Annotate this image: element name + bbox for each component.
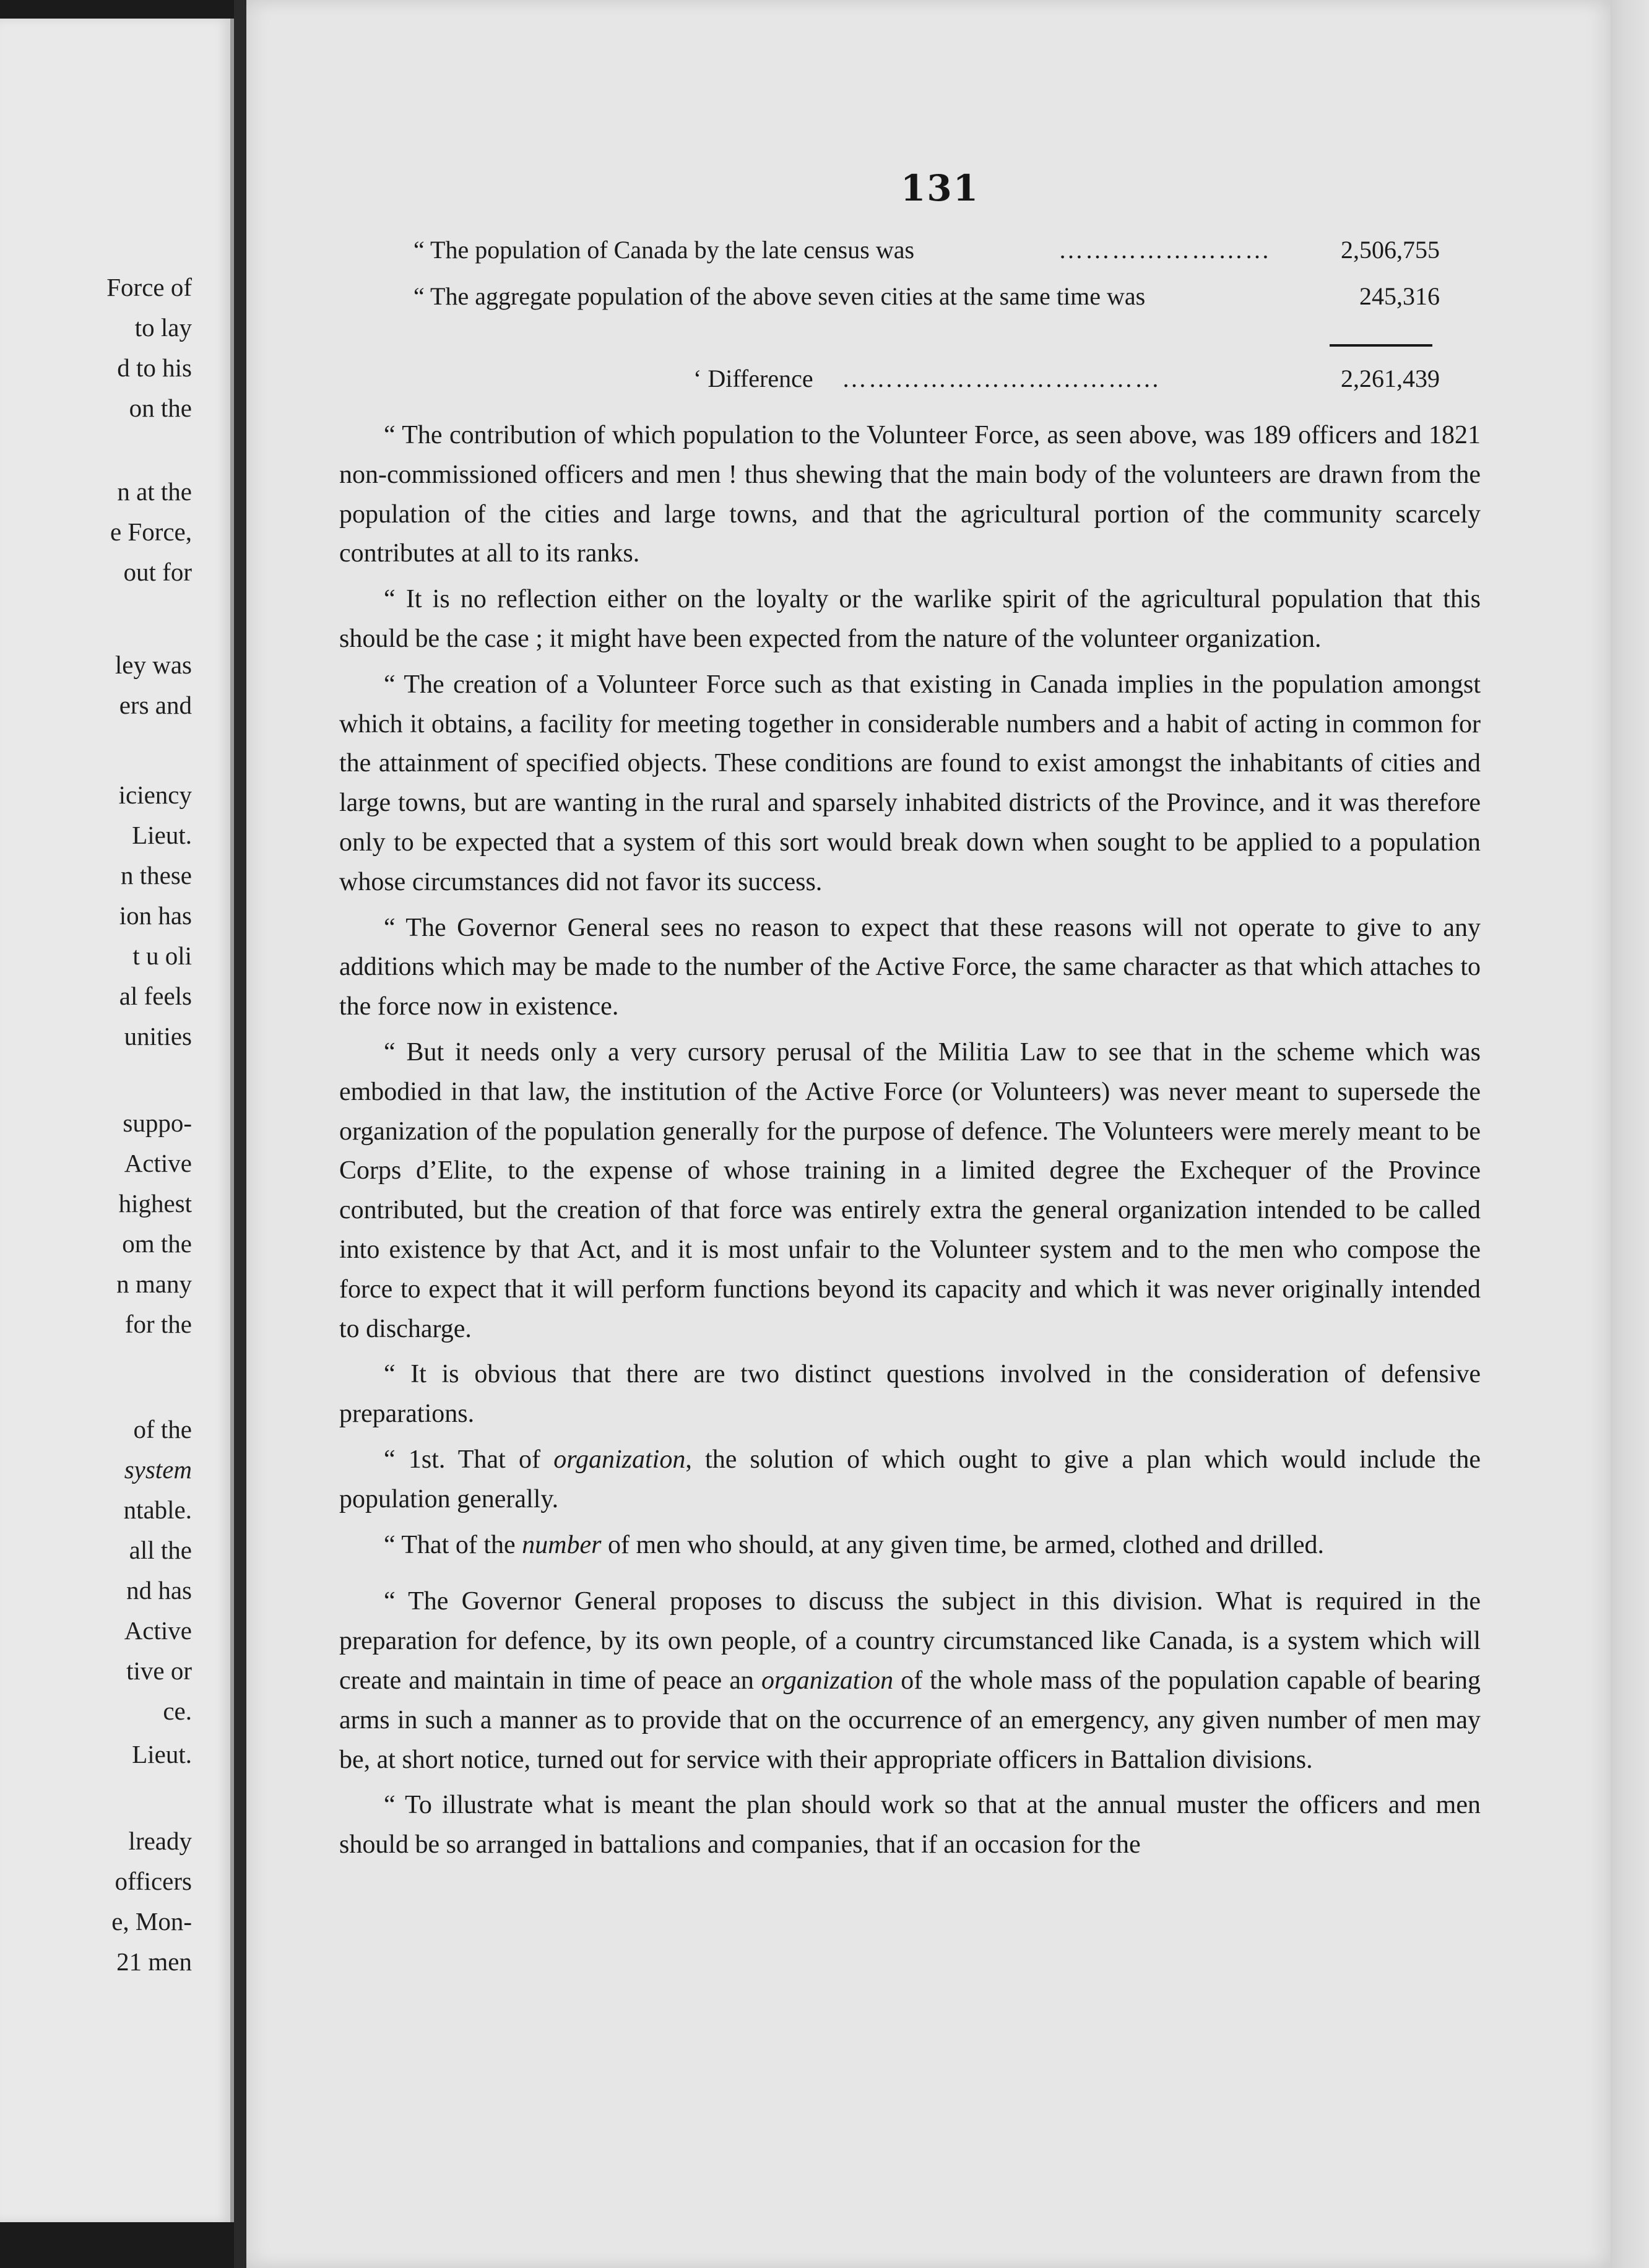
paragraph-text: of men who should, at any given time, be armed, clothed and drilled. xyxy=(601,1530,1325,1559)
paragraph-text: “ That of the xyxy=(384,1530,522,1559)
dot-leader: ……………………………… xyxy=(842,365,1161,392)
previous-page-line: n these xyxy=(121,861,192,889)
census-aggregate-label: “ The aggregate population of the above seven cities at the same time was xyxy=(413,282,1146,310)
previous-page-line: om the xyxy=(122,1229,192,1258)
previous-page-line: ce. xyxy=(163,1697,192,1725)
previous-page-line: lready xyxy=(128,1827,192,1855)
previous-page-line: ers and xyxy=(119,691,192,719)
previous-page-fragment xyxy=(0,19,234,2222)
census-aggregate-value: 245,316 xyxy=(1359,282,1440,310)
previous-page-line: unities xyxy=(124,1022,192,1050)
dot-leader: …………………… xyxy=(1058,236,1271,264)
previous-page-line: e Force, xyxy=(110,517,192,546)
previous-page-line: n at the xyxy=(117,477,192,506)
previous-page-line: for the xyxy=(124,1310,192,1338)
previous-page-line: Active xyxy=(124,1149,192,1177)
previous-page-line: al feels xyxy=(119,982,192,1010)
previous-page-line: nd has xyxy=(126,1576,192,1604)
previous-page-line: of the xyxy=(133,1415,192,1443)
body-paragraph xyxy=(339,1440,1481,1520)
previous-page-line: tive or xyxy=(126,1656,192,1685)
previous-page-line: highest xyxy=(118,1189,192,1218)
body-paragraph: “ The Governor General sees no reason to expect that these reasons will not operate to give to any additions which may be made to the number of the Active Force, the same character as that which attaches to the force now in existence. xyxy=(339,913,1481,1021)
previous-page-line: Lieut. xyxy=(132,821,192,849)
previous-page-line: to lay xyxy=(134,313,192,342)
page-number: 131 xyxy=(901,167,980,209)
body-paragraph xyxy=(339,1582,1481,1780)
census-difference-value: 2,261,439 xyxy=(1341,365,1440,392)
previous-page-line: Force of xyxy=(106,273,192,301)
previous-page-line: 21 men xyxy=(116,1947,192,1976)
paragraph-text: of the whole mass of the population capable of bearing arms in such a manner as to provide that on the occurrence of an emergency, any given number of men may be, at short notice, turned out for service with their appropriate officers in Battalion divisions. xyxy=(339,1666,1481,1774)
previous-page-line: iciency xyxy=(118,781,192,809)
paragraph-text: , the solution of which ought to give a plan which would include the population generally. xyxy=(339,1445,1481,1513)
previous-page-line: n many xyxy=(116,1270,192,1298)
body-paragraph: “ To illustrate what is meant the plan should work so that at the annual muster the officers and men should be so arranged in battalions and companies, that if an occasion for the xyxy=(339,1791,1481,1859)
body-paragraph: “ But it needs only a very cursory perusal of the Militia Law to see that in the scheme which was embodied in that law, the institution of the Active Force (or Volunteers) was never meant to supersede the organization of the population generally for the purpose of defence. The Volunteers were merely meant to be Corps d’Elite, to the expense of whose training in a limited degree the Exchequer of the Province contributed, but the creation of that force was entirely extra the general organization intended to be called into existence by that Act, and it is most unfair to the Volunteer system and to the men who compose the force to expect that it will perform functions beyond its capacity and which it was never originally intended to discharge. xyxy=(339,1037,1481,1343)
body-paragraph: “ It is obvious that there are two distinct questions involved in the consideration of defensive preparations. xyxy=(339,1360,1481,1429)
body-paragraph: “ It is no reflection either on the loyalty or the warlike spirit of the agricultural population that this should be the case ; it might have been expected from the nature of the volunteer organization. xyxy=(339,585,1481,653)
page-edge xyxy=(1611,0,1649,2268)
previous-page-line: suppo- xyxy=(123,1109,192,1137)
previous-page-line: Active xyxy=(124,1616,192,1645)
previous-page-line: ion has xyxy=(119,901,192,930)
previous-page-line: system xyxy=(124,1455,192,1484)
previous-page-line: ley was xyxy=(115,651,192,679)
body-paragraph: “ The contribution of which population to the Volunteer Force, as seen above, was 189 officers and 1821 non-commissioned officers and men ! thus shewing that the main body of the volunteers are drawn from the population of the cities and large towns, and that the agricultural portion of the community scarcely contributes at all to its ranks. xyxy=(339,421,1481,568)
body-paragraph: “ The creation of a Volunteer Force such as that existing in Canada implies in the population amongst which it obtains, a facility for meeting together in considerable numbers and a habit of acting in common for the attainment of specified objects. These conditions are found to exist amongst the inhabitants of cities and large towns, but are wanting in the rural and sparsely inhabited districts of the Province, and it was therefore only to be expected that a system of this sort would break down when sought to be applied to a population whose circumstances did not favor its success. xyxy=(339,670,1481,896)
paragraph-text: “ The Governor General proposes to discuss the subject in this division. What is required in the preparation for defence, by its own people, of a country circumstanced like Canada, is a system which will create and maintain in time of peace an xyxy=(339,1587,1481,1695)
previous-page-line: ntable. xyxy=(123,1495,192,1524)
body-paragraph xyxy=(339,1526,1481,1565)
previous-page-line: on the xyxy=(129,394,192,422)
previous-page-line: all the xyxy=(129,1536,192,1564)
census-population-value: 2,506,755 xyxy=(1341,236,1440,264)
sum-rule xyxy=(1330,344,1432,347)
census-population-label: “ The population of Canada by the late census was xyxy=(413,236,915,264)
italic-term: organization xyxy=(553,1445,686,1474)
previous-page-line: Lieut. xyxy=(132,1740,192,1768)
body-text xyxy=(339,416,1481,1865)
italic-term: number xyxy=(522,1530,602,1559)
italic-term: organization xyxy=(761,1666,894,1695)
previous-page-line: d to his xyxy=(117,353,192,382)
census-difference-label: ‘ Difference xyxy=(693,365,813,392)
paragraph-text: “ 1st. That of xyxy=(384,1445,554,1474)
previous-page-line: officers xyxy=(115,1867,192,1895)
previous-page-line: t u oli xyxy=(132,941,192,970)
page-gutter xyxy=(234,0,246,2268)
previous-page-line: e, Mon- xyxy=(111,1907,192,1936)
previous-page-line: out for xyxy=(123,558,192,586)
